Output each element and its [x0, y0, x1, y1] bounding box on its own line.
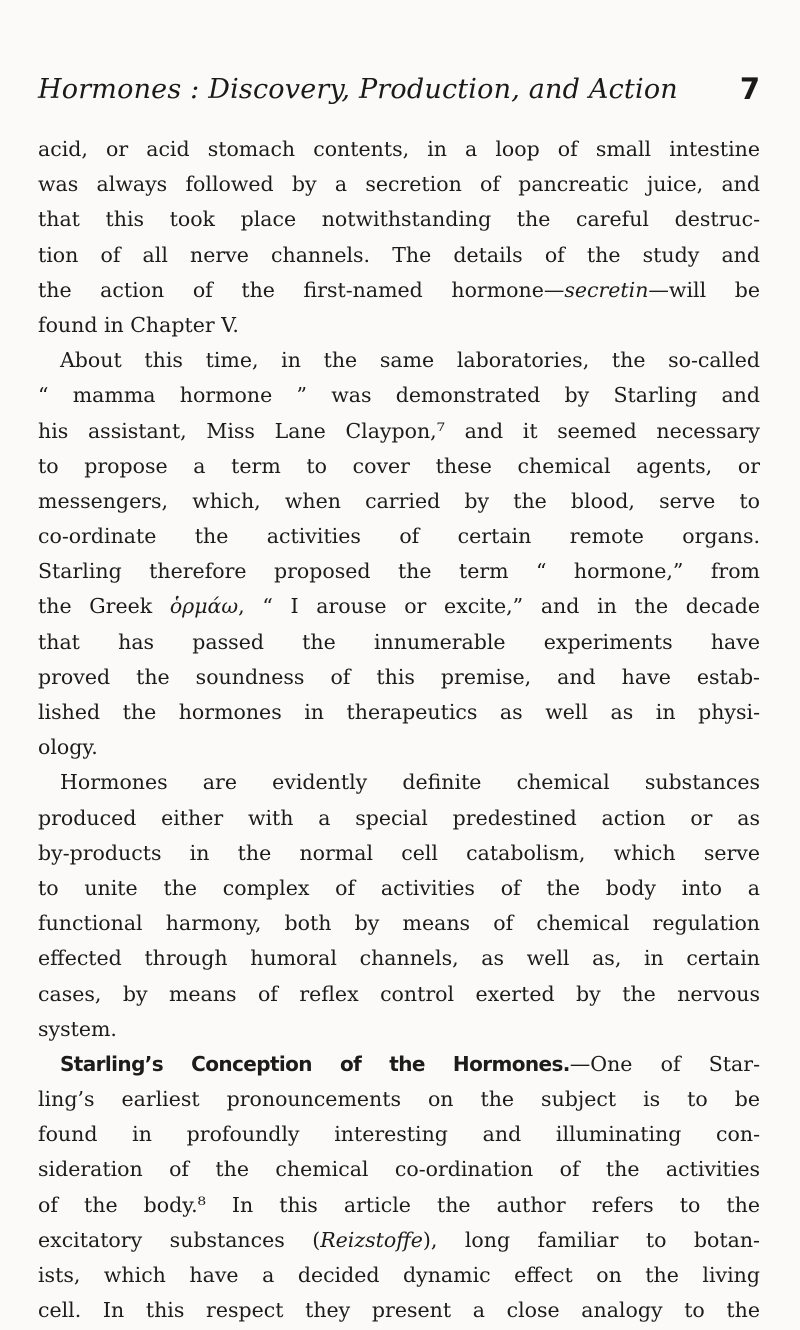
text-line: tion of all nerve channels. The details of the study and — [38, 242, 760, 267]
text-line: cell. In this respect they present a close analogy to the — [38, 1298, 760, 1323]
page-number: 7 — [739, 72, 760, 106]
text-run: excitatory substances ( — [38, 1227, 321, 1252]
text-line: co-ordinate the activities of certain remote organs. — [38, 524, 760, 549]
text-run: , “ I arouse or excite,” and in the decade — [238, 594, 760, 619]
text-line: of the body.⁸ In this article the author refers to the — [38, 1192, 760, 1217]
text-line: About this time, in the same laboratories, the so-called — [60, 348, 760, 373]
text-line — [38, 589, 760, 624]
text-line: ling’s earliest pronouncements on the subject is to be — [38, 1087, 760, 1112]
text-line: functional harmony, both by means of chemical regulation — [38, 911, 760, 936]
italic-term: Reizstoffe — [320, 1227, 423, 1252]
text-line: proved the soundness of this premise, and have estab- — [38, 664, 760, 689]
text-line: ists, which have a decided dynamic effect on the living — [38, 1263, 760, 1287]
text-line: effected through humoral channels, as well as, in certain — [38, 946, 760, 971]
running-title: Hormones : Discovery, Production, and Action — [38, 74, 678, 105]
text-run: the action of the first-named hormone— — [38, 277, 565, 302]
text-line: system. — [38, 1016, 117, 1041]
text-line: produced either with a special predestined action or as — [38, 805, 760, 830]
text-line: Hormones are evidently definite chemical substances — [60, 770, 760, 795]
text-line: Starling therefore proposed the term “ hormone,” from — [38, 559, 760, 584]
text-line: his assistant, Miss Lane Claypon,⁷ and it seemed necessary — [38, 418, 760, 443]
text-line: was always followed by a secretion of pancreatic juice, and — [38, 172, 760, 197]
text-line: “ mamma hormone ” was demonstrated by Starling and — [38, 383, 760, 408]
text-line: that this took place notwithstanding the careful destruc- — [38, 207, 760, 232]
text-line: by-products in the normal cell catabolism, which serve — [38, 840, 760, 865]
italic-term: ὁρμάω — [169, 594, 239, 619]
page-header — [38, 74, 760, 114]
text-line — [38, 273, 760, 308]
text-line: messengers, which, when carried by the blood, serve to — [38, 488, 760, 513]
italic-term: secretin — [564, 277, 649, 302]
text-run: —One of Star- — [569, 1051, 760, 1076]
text-run: ), long familiar to botan- — [422, 1227, 760, 1252]
text-line: ology. — [38, 735, 98, 760]
text-run: the Greek — [38, 594, 170, 619]
text-line: lished the hormones in therapeutics as well as in physi- — [38, 700, 760, 724]
body-text — [38, 132, 760, 1328]
text-line: that has passed the innumerable experiments have — [38, 629, 760, 654]
text-run: —will be — [648, 277, 760, 302]
text-line — [38, 1047, 760, 1082]
text-line: acid, or acid stomach contents, in a loop of small intestine — [38, 137, 760, 161]
text-line: cases, by means of reflex control exerted by the nervous — [38, 981, 760, 1006]
section-heading: Starling’s Conception of the Hormones. — [60, 1051, 570, 1076]
text-line: sideration of the chemical co-ordination of the activities — [38, 1157, 760, 1182]
text-line: to unite the complex of activities of the body into a — [38, 875, 760, 900]
text-line: found in Chapter V. — [38, 312, 239, 337]
text-line: to propose a term to cover these chemical agents, or — [38, 453, 760, 478]
text-line: found in profoundly interesting and illuminating con- — [38, 1122, 760, 1147]
text-line — [38, 1223, 760, 1258]
